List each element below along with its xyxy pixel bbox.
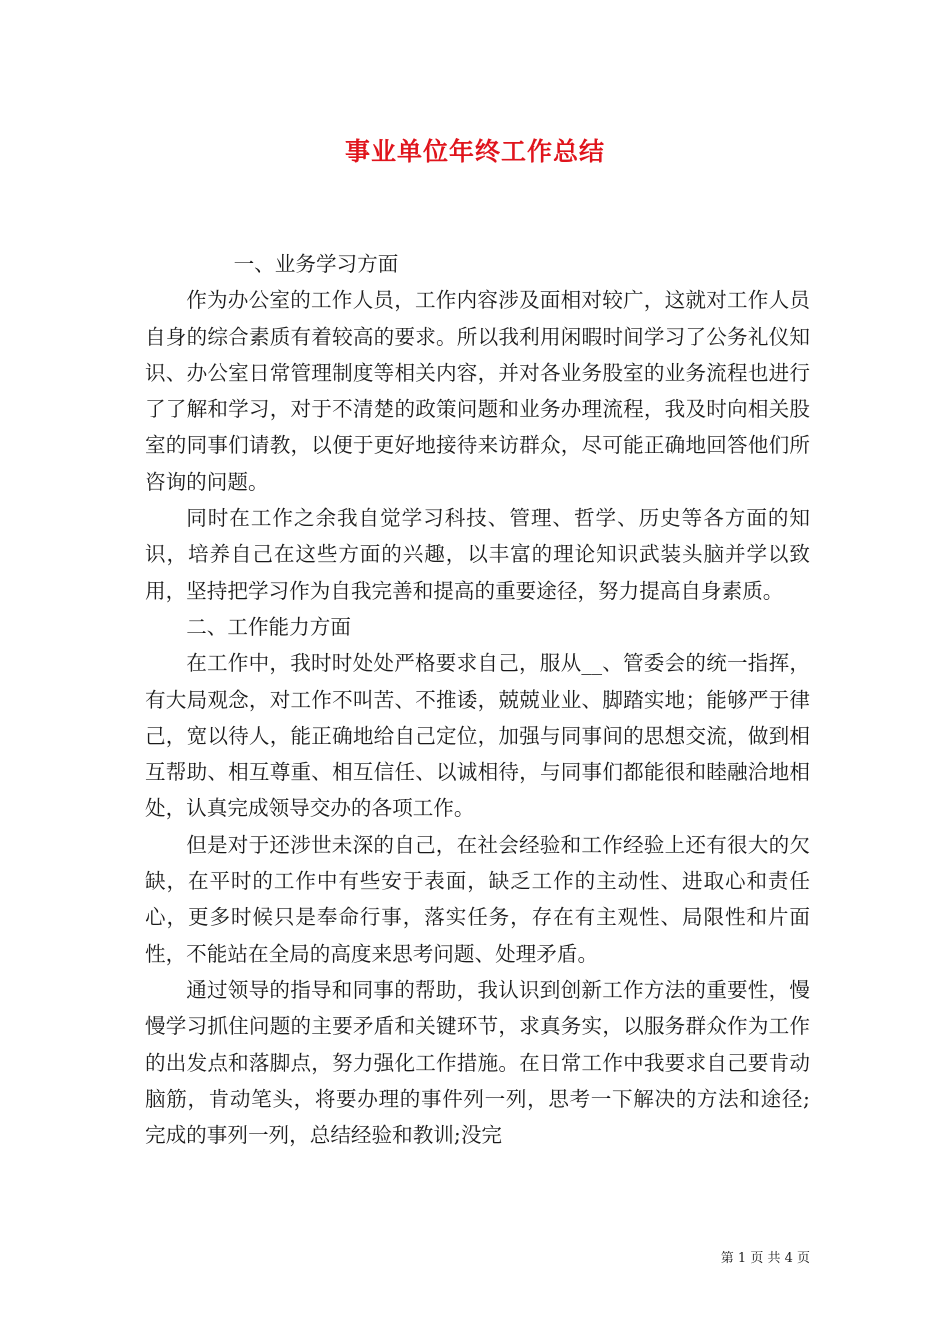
paragraph-4: 但是对于还涉世未深的自己，在社会经验和工作经验上还有很大的欠缺，在平时的工作中有些安于表面，缺乏工作的主动性、进取心和责任心，更多时候只是奉命行事，落实任务，存在有主观性、局限性和片面性，不能站在全局的高度来思考问题、处理矛盾。 (145, 832, 810, 966)
paragraph-1: 作为办公室的工作人员，工作内容涉及面相对较广，这就对工作人员自身的综合素质有着较高的要求。所以我利用闲暇时间学习了公务礼仪知识、办公室日常管理制度等相关内容，并对各业务股室的业务流程也进行了了解和学习，对于不清楚的政策问题和业务办理流程，我及时向相关股室的同事们请教，以便于更好地接待来访群众，尽可能正确地回答他们所咨询的问题。 (145, 288, 810, 494)
paragraph-5: 通过领导的指导和同事的帮助，我认识到创新工作方法的重要性，慢慢学习抓住问题的主要矛盾和关键环节，求真务实，以服务群众作为工作的出发点和落脚点，努力强化工作措施。在日常工作中我要求自己要肯动脑筋，肯动笔头，将要办理的事件列一列，思考一下解决的方法和途径;完成的事列一列，总结经验和教训;没完 (145, 977, 810, 1148)
section-heading-1: 一、业务学习方面 (233, 252, 399, 276)
page-number-footer: 第 1 页 共 4 页 (720, 1251, 810, 1266)
paragraph-3: 在工作中，我时时处处严格要求自己，服从__、管委会的统一指挥，有大局观念，对工作不叫苦、不推诿，兢兢业业、脚踏实地；能够严于律己，宽以待人，能正确地给自己定位，加强与同事间的思想交流，做到相互帮助、相互尊重、相互信任、以诚相待，与同事们都能很和睦融洽地相处，认真完成领导交办的各项工作。 (145, 651, 810, 821)
section-heading-2: 二、工作能力方面 (186, 614, 351, 639)
document-title: 事业单位年终工作总结 (344, 137, 605, 166)
paragraph-2: 同时在工作之余我自觉学习科技、管理、哲学、历史等各方面的知识，培养自己在这些方面的兴趣，以丰富的理论知识武装头脑并学以致用，坚持把学习作为自我完善和提高的重要途径，努力提高自身素质。 (145, 506, 810, 603)
document-body (145, 246, 810, 1153)
